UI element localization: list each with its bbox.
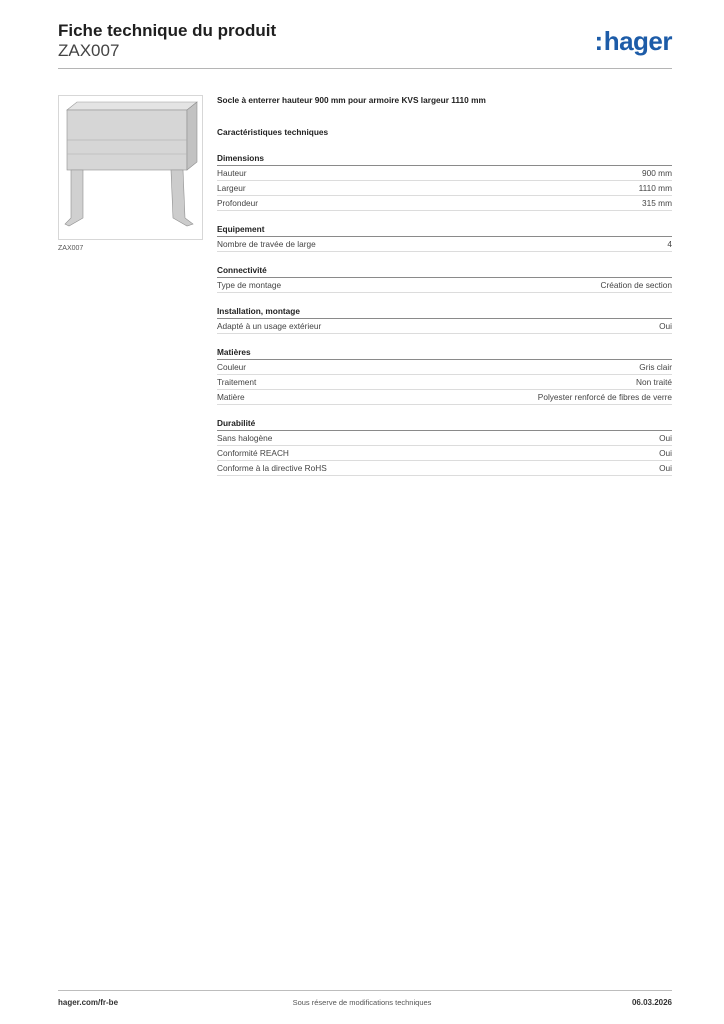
section-dimensions (217, 153, 672, 211)
section-installation (217, 306, 672, 334)
document-header (58, 21, 276, 61)
spec-row (217, 237, 672, 252)
spec-value: 4 (667, 239, 672, 249)
spec-value: 1110 mm (638, 183, 672, 193)
section-equipment (217, 224, 672, 252)
section-title: Installation, montage (217, 306, 672, 319)
section-durability (217, 418, 672, 476)
spec-row (217, 360, 672, 375)
spec-label: Matière (217, 392, 245, 402)
spec-row (217, 375, 672, 390)
section-connectivity (217, 265, 672, 293)
product-image (58, 95, 203, 240)
footer-notice: Sous réserve de modifications techniques (292, 998, 432, 1007)
spec-label: Sans halogène (217, 433, 273, 443)
spec-row (217, 181, 672, 196)
section-title: Connectivité (217, 265, 672, 278)
spec-label: Conforme à la directive RoHS (217, 463, 327, 473)
section-materials (217, 347, 672, 405)
spec-label: Type de montage (217, 280, 282, 290)
spec-row (217, 196, 672, 211)
spec-value: 315 mm (642, 198, 672, 208)
logo-colon: : (594, 26, 603, 56)
header-divider (58, 68, 672, 69)
spec-value: Oui (659, 448, 672, 458)
spec-row (217, 319, 672, 334)
spec-label: Couleur (217, 362, 247, 372)
spec-row (217, 431, 672, 446)
spec-value: Gris clair (639, 362, 672, 372)
spec-label: Nombre de travée de large (217, 239, 316, 249)
spec-row (217, 390, 672, 405)
product-reference: ZAX007 (58, 41, 120, 60)
spec-label: Conformité REACH (217, 448, 289, 458)
image-caption: ZAX007 (58, 245, 84, 252)
spec-row (217, 461, 672, 476)
hager-logo (595, 26, 672, 57)
spec-row (217, 278, 672, 293)
spec-label: Adapté à un usage extérieur (217, 321, 322, 331)
spec-value: Polyester renforcé de fibres de verre (537, 392, 672, 402)
spec-value: 900 mm (642, 168, 672, 178)
footer-divider (58, 990, 672, 991)
spec-value: Oui (659, 433, 672, 443)
section-title: Durabilité (217, 418, 672, 431)
section-title: Equipement (217, 224, 672, 237)
footer-date: 06.03.2026 (631, 998, 672, 1007)
spec-label: Hauteur (217, 168, 247, 178)
spec-value: Création de section (600, 280, 672, 290)
spec-value: Oui (659, 463, 672, 473)
characteristics-heading: Caractéristiques techniques (217, 127, 329, 137)
spec-row (217, 446, 672, 461)
spec-row (217, 166, 672, 181)
page-title: Fiche technique du produit (58, 21, 277, 40)
footer-website-link[interactable]: hager.com/fr-be (58, 998, 119, 1007)
specifications (217, 95, 672, 489)
logo-text: hager (603, 26, 672, 56)
spec-label: Profondeur (217, 198, 259, 208)
spec-label: Largeur (217, 183, 246, 193)
section-title: Matières (217, 347, 672, 360)
spec-value: Non traité (636, 377, 672, 387)
spec-value: Oui (659, 321, 672, 331)
section-title: Dimensions (217, 153, 672, 166)
spec-label: Traitement (217, 377, 257, 387)
plinth-illustration (59, 96, 202, 239)
product-description: Socle à enterrer hauteur 900 mm pour armoire KVS largeur 1110 mm (217, 95, 486, 105)
